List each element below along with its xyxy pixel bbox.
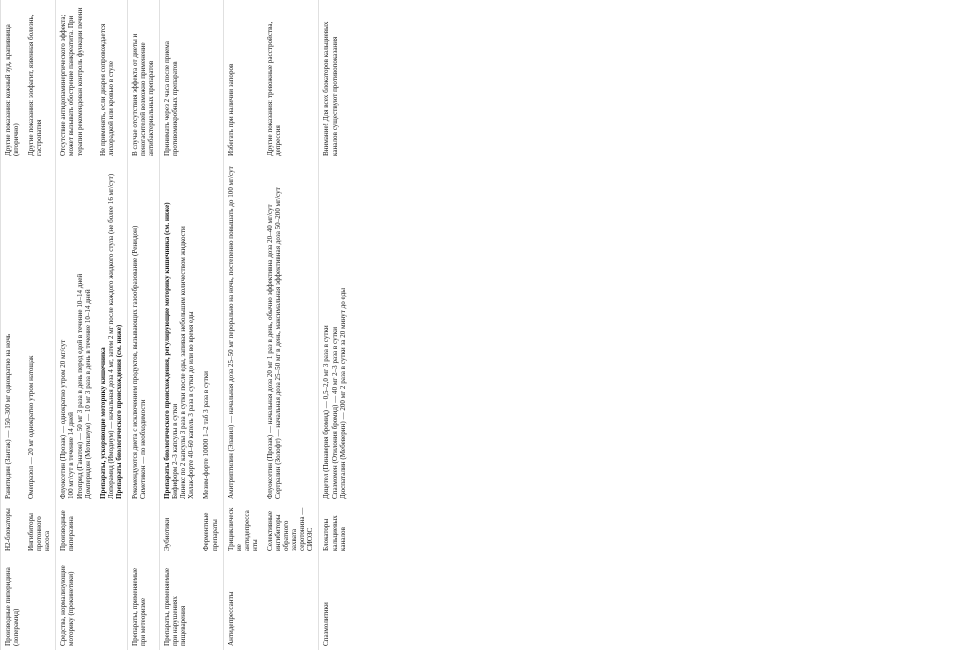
drugs-cell xyxy=(319,160,351,503)
table-row xyxy=(1,0,25,650)
drug-line: Омепразол — 20 мг однократно утром натощак xyxy=(27,355,36,499)
drug-line: Домперидон (Мотилиум) — 10 мг 3 раза в день в течение 10–14 дней xyxy=(83,289,92,499)
notes-cell: Не применять, если диарея сопровождается лихорадкой или кровью в стуле xyxy=(98,23,115,156)
table-row xyxy=(223,0,263,650)
subgroup-cell xyxy=(127,503,159,555)
group-cell: Средства, нормализующие моторику (прокинетики) xyxy=(56,555,128,650)
group-cell: Препараты, применяемые при метеоризме xyxy=(127,555,159,650)
table-row xyxy=(24,0,56,650)
drugs-cell xyxy=(223,160,263,503)
drugs-cell xyxy=(24,160,56,503)
drug-line: Симетикон — по необходимости xyxy=(139,399,148,499)
notes-cell: Другие показания: эзофагит, язвенная болезнь, гастропатия xyxy=(27,14,44,156)
drugs-cell xyxy=(160,160,200,503)
drug-line: 100 мг/сут в течение 14 дней xyxy=(67,412,76,499)
notes-cell: Другие показания: тревожные расстройства, депрессия xyxy=(265,21,283,156)
drug-line: Лоперамид (Имодиум) — начальная доза 4 мг, затем 2 мг после каждого жидкого стула (не более 16 мг/сут) xyxy=(106,173,115,499)
drug-line: Рекомендуются диета с исключением продуктов, вызывающих газообразование (Ренидон) xyxy=(130,225,139,499)
drug-line: Сертралин (Золофт) — начальная доза 25–50 мг в день, максимальная эффективная доза 50–200 мг/сут xyxy=(274,187,283,499)
drugs-cell xyxy=(199,160,223,503)
drugs-cell xyxy=(263,160,319,503)
drugs-cell xyxy=(127,160,159,503)
drug-line: Амитриптилин (Элавил) — начальная доза 25–50 мг перорально на ночь, постепенно повышать до 100 мг/сут xyxy=(226,166,235,499)
drug-heading: Препараты биологического происхождения (см. ниже) xyxy=(114,324,123,499)
table-row xyxy=(263,0,319,650)
group-cell: Производные пиперидина (лоперамид) xyxy=(1,555,56,650)
notes-cell xyxy=(199,0,223,160)
subgroup-cell: Ингибиторы протонного насоса xyxy=(27,513,52,551)
table-row xyxy=(96,0,128,650)
notes-cell: Другие показания: кожный зуд, крапивница (вторично) xyxy=(1,0,25,160)
drug-line: Бифиформ 2–3 капсулы в сутки xyxy=(171,403,180,499)
drug-line: Мезим-форте 10000 1–2 таб 3 раза в сутки xyxy=(202,371,211,499)
subgroup-cell: Трициклические антидепрессанты xyxy=(223,503,263,555)
subgroup-cell: Ферментные препараты xyxy=(202,512,219,551)
drug-heading: Препараты биологического происхождения, регулирующие моторику кишечника (см. ниже) xyxy=(163,202,172,499)
drug-line: Линекс по 2 капсулы 3 раза в сутки после еды, запивая небольшим количеством жидкости xyxy=(179,226,188,499)
drug-line: Дицетел (Пинаверия бромид) — 0,5–2,0 мг 3 раза в сутки xyxy=(322,325,331,499)
drug-heading: Препараты, ускоряющие моторику кишечника xyxy=(98,347,107,499)
group-cell: Препараты, применяемые при нарушениях пищеварения xyxy=(160,555,223,650)
subgroup-cell xyxy=(96,503,128,555)
drug-line: Флуоксетин (Прозак) — начальная доза 20 мг 1 раз в день, обычно эффективна доза 20–40 мг/сут xyxy=(265,204,274,499)
subgroup-cell: Блокаторы кальциевых каналов xyxy=(319,503,351,555)
notes-cell: Отсутствие антидопаминергического эффекта; может вызывать обострение панкреатита. При терапии рекомендован контроль функции печени xyxy=(56,0,96,160)
group-cell: Спазмолитики xyxy=(319,555,351,650)
drug-line: Спазмомен (Отилония бромид) — 40 мг 2–3 раза в сутки xyxy=(330,327,339,499)
notes-cell: Принимать через 2 часа после приема противомикробных препаратов xyxy=(160,0,200,160)
table-row xyxy=(56,0,96,650)
table-row xyxy=(199,0,223,650)
drug-line: Флуоксетин (Прозак) — однократно утром 20 мг/сут xyxy=(59,339,68,499)
drug-line: Ранитидин (Зантак) — 150–300 мг однократно на ночь xyxy=(4,333,12,499)
subgroup-cell: Эубиотики xyxy=(160,503,200,555)
subgroup-cell: Н2-блокаторы xyxy=(1,503,25,555)
subgroup-cell: Селективные ингибиторы обратного захвата серотонина — СИОЗС xyxy=(265,507,315,551)
table-row xyxy=(127,0,159,650)
table-row xyxy=(319,0,351,650)
medication-table xyxy=(0,0,351,650)
subgroup-cell: Производные пиперазина xyxy=(56,503,96,555)
notes-cell: Избегать при наличии запоров xyxy=(223,0,263,160)
drug-line: Хилак-форте 40–60 капель 3 раза в сутки до или во время еды xyxy=(187,311,196,499)
notes-cell: В случае отсутствия эффекта от диеты и пеногасителей возможно применение антибактериальных препаратов xyxy=(127,0,159,160)
drugs-cell xyxy=(1,160,25,503)
drug-line: Дюспаталин (Мебеверин) — 200 мг 2 раза в сутки за 20 минут до еды xyxy=(338,288,347,499)
group-cell: Антидепрессанты xyxy=(223,555,319,650)
drug-line: Итоприд (Ганатон) — 50 мг 3 раза в день перед едой в течение 10–14 дней xyxy=(75,273,84,499)
drugs-cell xyxy=(56,160,96,503)
table-row xyxy=(160,0,200,650)
notes-cell: Внимание! Для всех блокаторов кальциевых каналов существуют противопоказания xyxy=(319,0,351,160)
drugs-cell xyxy=(96,160,128,503)
